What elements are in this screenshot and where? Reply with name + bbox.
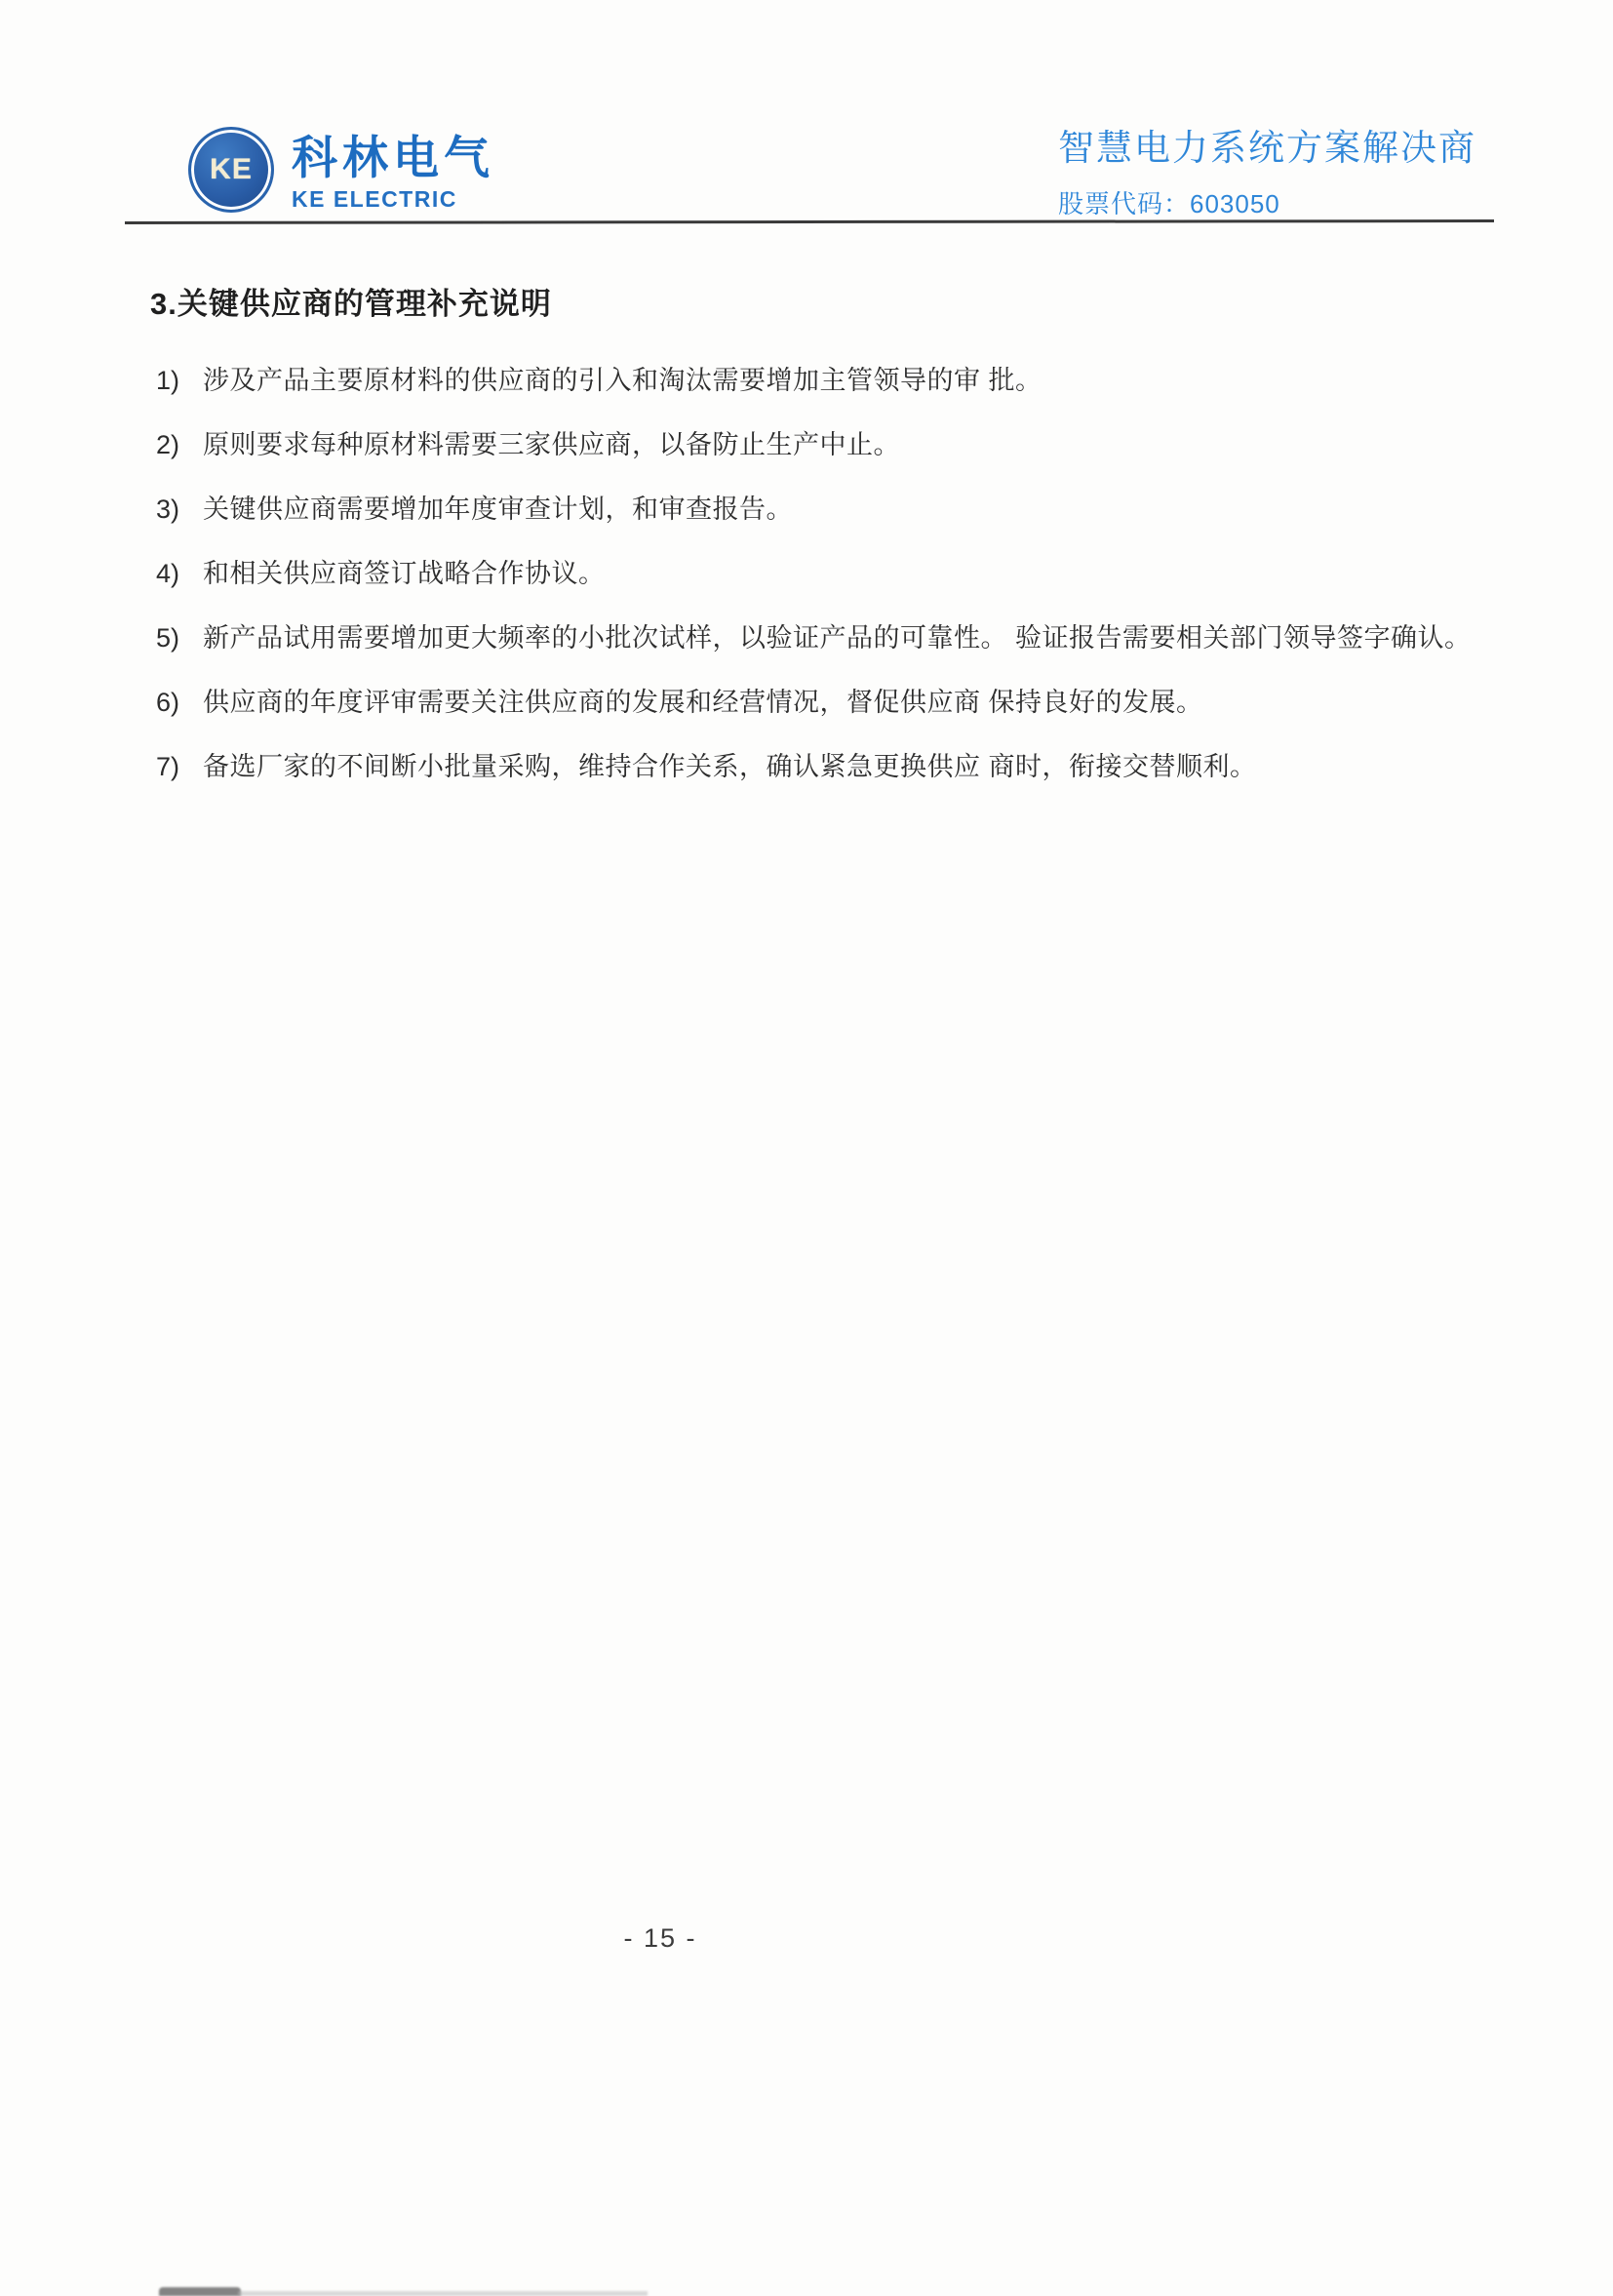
list-item-number: 7) — [156, 752, 180, 781]
list-item-text: 和相关供应商签订战略合作协议。 — [203, 559, 606, 588]
list-item-number: 4) — [156, 559, 180, 588]
stock-code: 股票代码：603050 — [1058, 188, 1280, 218]
numbered-list — [125, 348, 1494, 799]
logo-monogram: KE — [210, 153, 253, 185]
company-name-cn: 科林电气 — [292, 132, 494, 183]
company-logo — [188, 127, 494, 213]
list-item-text: 关键供应商需要增加年度审查计划，和审查报告。 — [203, 495, 793, 524]
list-item-text: 新产品试用需要增加更大频率的小批次试样，以验证产品的可靠性。 验证报告需要相关部门领导签字确认。 — [203, 623, 1472, 653]
logo-names — [292, 127, 494, 213]
list-item-number: 2) — [156, 430, 180, 459]
list-item — [125, 670, 1494, 734]
section-heading: 3.关键供应商的管理补充说明 — [150, 287, 552, 321]
document-body — [125, 279, 1494, 799]
list-item — [125, 606, 1494, 670]
list-item-text: 原则要求每种原材料需要三家供应商，以备防止生产中止。 — [203, 430, 900, 459]
company-slogan: 智慧电力系统方案解决商 — [1058, 128, 1476, 168]
list-item — [125, 413, 1494, 477]
company-name-en: KE ELECTRIC — [292, 186, 457, 212]
scan-artifact — [238, 2291, 648, 2296]
list-item — [125, 541, 1494, 606]
list-item — [125, 477, 1494, 541]
ke-logo-icon — [188, 127, 274, 213]
list-item-text: 供应商的年度评审需要关注供应商的发展和经营情况，督促供应商 保持良好的发展。 — [203, 688, 1203, 717]
list-item-text: 备选厂家的不间断小批量采购，维持合作关系，确认紧急更换供应 商时，衔接交替顺利。 — [203, 752, 1257, 781]
list-item-text: 涉及产品主要原材料的供应商的引入和淘汰需要增加主管领导的审 批。 — [203, 366, 1043, 395]
list-item-number: 3) — [156, 495, 180, 524]
list-item-number: 6) — [156, 688, 180, 717]
list-item-number: 1) — [156, 366, 180, 395]
scan-artifact — [159, 2287, 241, 2296]
header-divider — [125, 219, 1494, 224]
list-item — [125, 734, 1494, 799]
list-item — [125, 348, 1494, 413]
list-item-number: 5) — [156, 623, 180, 653]
page-header — [0, 0, 1613, 234]
page-number: - 15 - — [623, 1923, 697, 1953]
header-right — [1058, 129, 1476, 220]
